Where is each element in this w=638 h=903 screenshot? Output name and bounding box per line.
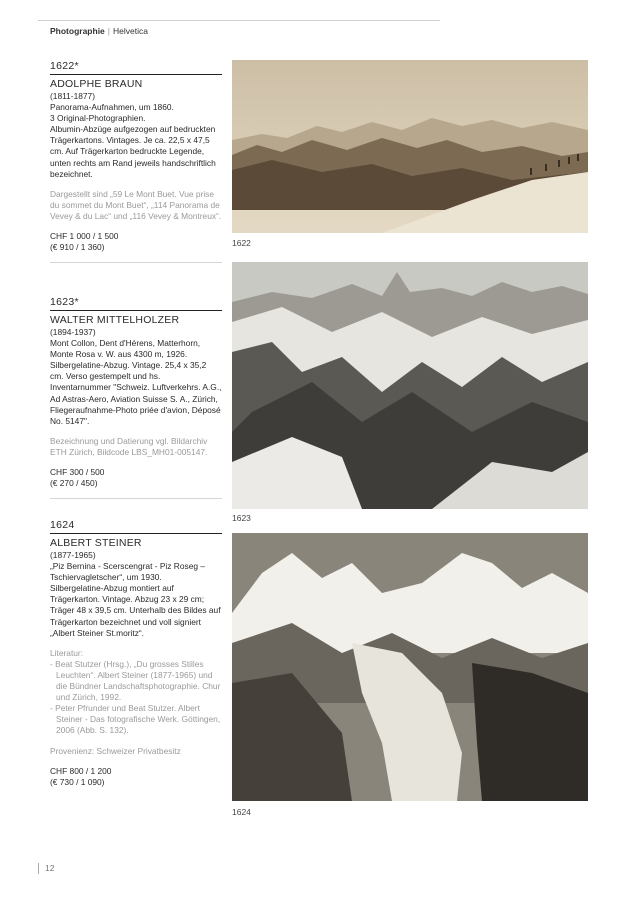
photo-1624 (232, 533, 588, 801)
artist-name: ALBERT STEINER (50, 537, 142, 549)
lot-title: Panorama-Aufnahmen, um 1860. (50, 102, 174, 113)
glacier-image (232, 533, 588, 801)
page-number: 12 (45, 863, 55, 873)
literature-label: Literatur: (50, 647, 84, 658)
artist-dates: (1894-1937) (50, 327, 96, 337)
artist-dates: (1877-1965) (50, 550, 96, 560)
lot-description: Silbergelatine-Abzug montiert auf Trägerkarton. Vintage. Abzug 23 x 29 cm; Träger 48 x 39,5 cm. Unterhalb des Bildes auf Trägerkarton bezeichnet und voll signiert „Albert Steiner St.moritz“. (50, 583, 221, 638)
photo-1622 (232, 60, 588, 233)
lot-number: 1623* (50, 296, 79, 308)
photo-caption: 1624 (232, 807, 251, 817)
estimate-eur: (€ 730 / 1 090) (50, 776, 105, 787)
page-footer (38, 863, 54, 874)
lot-1624 (50, 519, 222, 788)
lot-note: Dargestellt sind „59 Le Mont Buet. Vue prise du sommet du Mont Buet“, „114 Panorama de Vevey & du Lac“ und „116 Vevey & Montreux“. (50, 188, 222, 221)
artist-name: WALTER MITTELHOLZER (50, 314, 180, 326)
lot-1622 (50, 60, 222, 263)
estimate-eur: (€ 270 / 450) (50, 478, 98, 489)
estimate-chf: CHF 1 000 / 1 500 (50, 231, 119, 242)
photo-1623 (232, 262, 588, 509)
estimate-chf: CHF 300 / 500 (50, 467, 105, 478)
provenance: Provenienz: Schweizer Privatbesitz (50, 745, 181, 756)
lot-number: 1624 (50, 519, 75, 531)
artist-name: ADOLPHE BRAUN (50, 78, 143, 90)
lot-rule (50, 310, 222, 311)
estimate-eur: (€ 910 / 1 360) (50, 242, 105, 253)
lot-rule (50, 533, 222, 534)
literature-item: - Beat Stutzer (Hrsg.), „Du grosses Stilles Leuchten“. Albert Steiner (1877-1965) und die Bündner Landschaftsphotographie. Chur und Zürich, 1992. (50, 658, 221, 703)
photo-caption: 1623 (232, 513, 251, 523)
literature-list (50, 659, 222, 737)
lot-title: „Piz Bernina - Scerscengrat - Piz Roseg – Tschiervagletscher“, um 1930. (50, 561, 205, 583)
photo-caption: 1622 (232, 238, 251, 248)
lot-title: Mont Collon, Dent d'Hérens, Matterhorn, Monte Rosa v. W. aus 4300 m, 1926. (50, 338, 201, 360)
running-header: Photographie | Helvetica (50, 26, 148, 36)
panorama-image (232, 60, 588, 233)
footer-bar (38, 863, 39, 874)
lot-description: Silbergelatine-Abzug. Vintage. 25,4 x 35,2 cm. Verso gestempelt und hs. Inventarnummer "Schweiz. Luftverkehrs. A.G., Ad Astras-Aero, Aviation Suisse S. A., Zürich, Fliegeraufnahme-Photo priée d'avion, Déposé No. 5147". (50, 360, 222, 426)
header-section: Photographie (50, 26, 105, 36)
lot-rule (50, 74, 222, 75)
aerial-image (232, 262, 588, 509)
lot-divider (50, 498, 222, 499)
lot-count: 3 Original-Photographien. (50, 113, 146, 124)
artist-dates: (1811-1877) (50, 91, 96, 101)
lot-note: Bezeichnung und Datierung vgl. Bildarchiv ETH Zürich, Bildcode LBS_MH01-005147. (50, 435, 208, 457)
header-subsection: Helvetica (113, 26, 148, 36)
lot-description: Albumin-Abzüge aufgezogen auf bedruckten Trägerkartons. Vintages. Je ca. 22,5 x 47,5 cm. Auf Trägerkarton bedruckte Legende, unten rechts am Rand jeweils handschriftlich bezeichnet. (50, 124, 216, 179)
lot-number: 1622* (50, 60, 79, 72)
estimate-chf: CHF 800 / 1 200 (50, 765, 112, 776)
literature-item: - Peter Pfrunder und Beat Stutzer. Albert Steiner - Das fotografische Werk. Göttingen, 2006 (Abb. S. 132). (50, 703, 221, 736)
lot-1623 (50, 296, 222, 499)
lot-divider (50, 262, 222, 263)
header-rule (38, 20, 440, 21)
